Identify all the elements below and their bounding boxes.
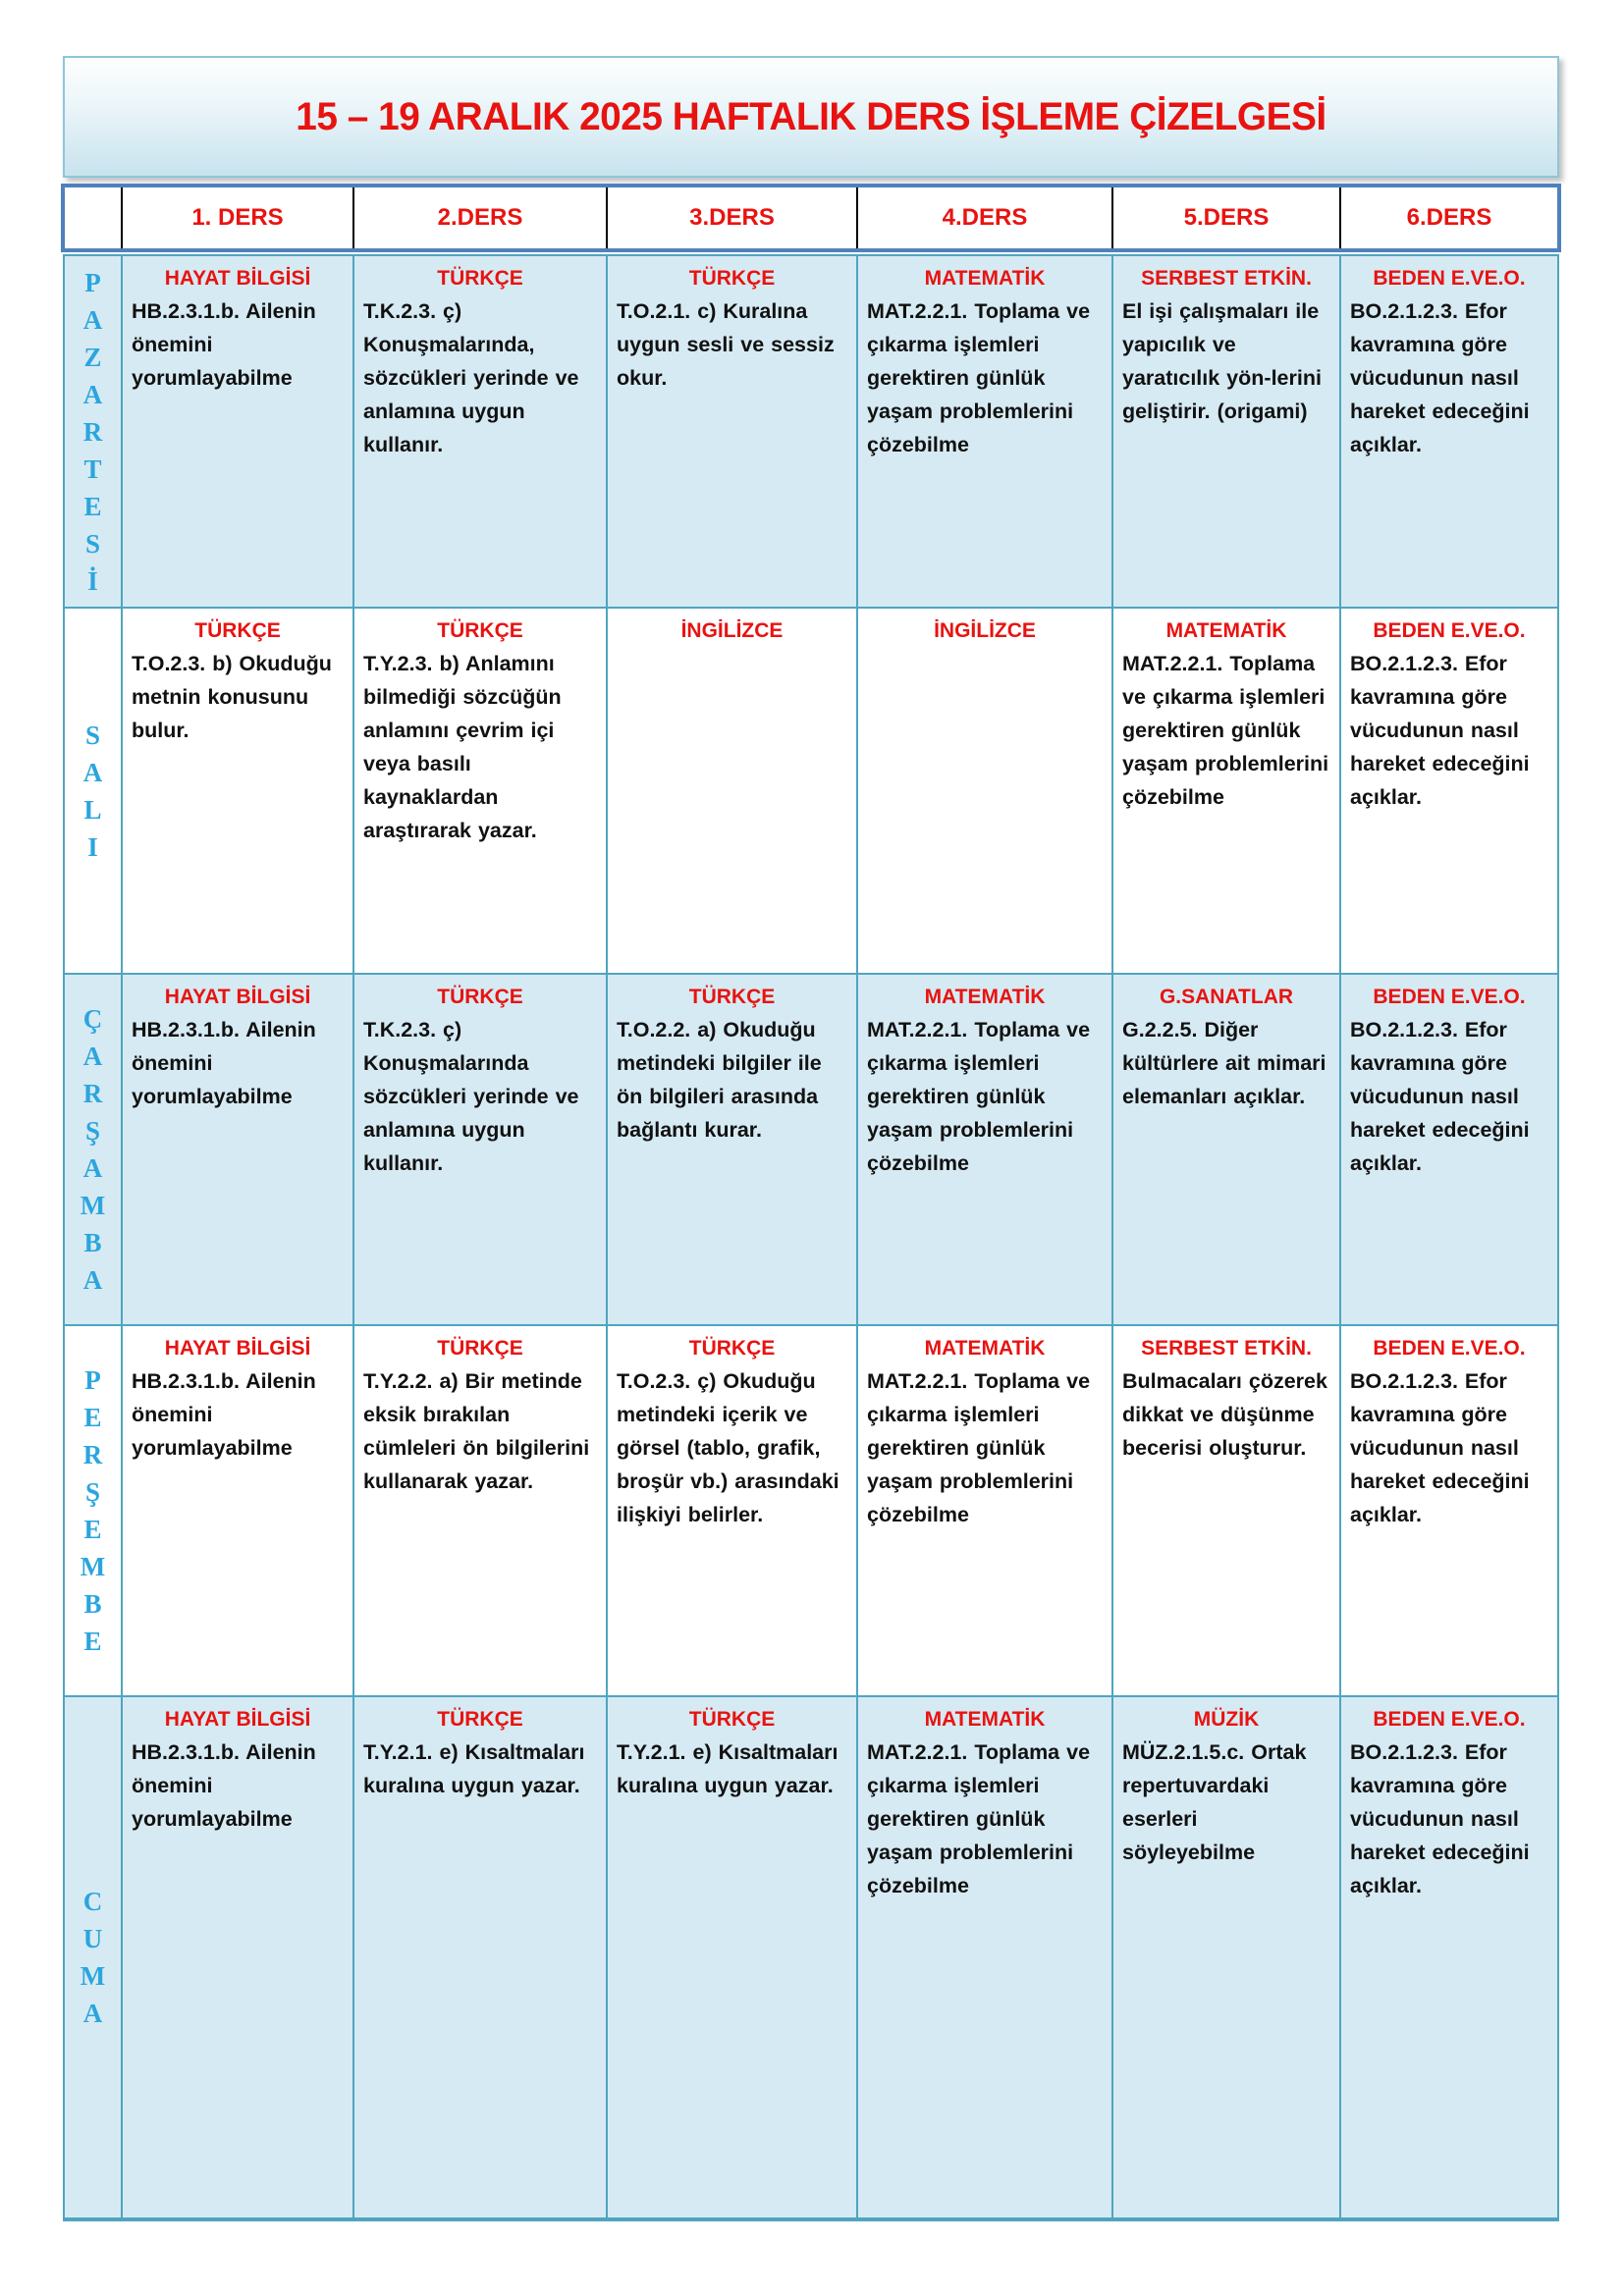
lesson-cell — [1111, 975, 1339, 1324]
day-letter: A — [82, 757, 103, 787]
lesson-cell — [1339, 1326, 1557, 1695]
day-letter: A — [82, 1999, 103, 2028]
lesson-subject: BEDEN E.VE.O. — [1373, 1708, 1526, 1731]
lesson-cell — [856, 975, 1111, 1324]
lesson-subject: MATEMATİK — [924, 986, 1046, 1008]
day-letter: S — [84, 528, 101, 559]
lesson-detail: T.Y.2.1. e) Kısaltmaları kuralına uygun yazar. — [617, 1740, 839, 1797]
day-letter: Z — [83, 342, 102, 372]
day-letter: T — [83, 454, 102, 484]
day-letter: I — [87, 831, 98, 862]
day-letter: M — [80, 1961, 106, 1991]
day-label — [65, 975, 121, 1324]
lesson-cell — [1339, 975, 1557, 1324]
day-letter: R — [82, 1079, 103, 1108]
day-letter: S — [84, 720, 101, 750]
day-letter: U — [82, 1924, 103, 1953]
day-letter: C — [82, 1887, 103, 1916]
header-corner-cell — [65, 187, 121, 248]
day-letter: Ç — [82, 1004, 103, 1034]
lesson-detail: BO.2.1.2.3. Efor kavramına göre vücudunun nasıl hareket edeceğini açıklar. — [1350, 1018, 1530, 1175]
lesson-detail: T.Y.2.3. b) Anlamını bilmediği sözcüğün anlamını çevrim içi veya basılı kaynaklardan araştırarak yazar. — [363, 652, 562, 842]
lesson-subject: HAYAT BİLGİSİ — [164, 267, 311, 290]
lesson-cell — [1339, 609, 1557, 973]
lesson-subject: TÜRKÇE — [437, 1708, 523, 1731]
lesson-subject: İNGİLİZCE — [680, 619, 784, 642]
day-letter: E — [83, 1515, 102, 1544]
day-letter: R — [82, 1440, 103, 1469]
page-title: 15 – 19 ARALIK 2025 HAFTALIK DERS İŞLEME ÇİZELGESİ — [296, 94, 1326, 138]
lesson-cell — [606, 1697, 856, 2217]
day-letter: R — [82, 416, 103, 447]
lesson-detail: MAT.2.2.1. Toplama ve çıkarma işlemleri gerektiren günlük yaşam problemlerini çözebilme — [867, 1369, 1091, 1526]
lesson-subject: TÜRKÇE — [688, 986, 776, 1008]
lesson-subject: HAYAT BİLGİSİ — [164, 1337, 311, 1360]
lesson-cell — [352, 256, 606, 607]
lesson-subject: TÜRKÇE — [688, 267, 776, 290]
day-row — [65, 256, 1557, 609]
lesson-subject: BEDEN E.VE.O. — [1373, 986, 1526, 1008]
day-letter: A — [82, 304, 103, 335]
header-lesson-4: 4.DERS — [856, 187, 1111, 248]
day-label — [65, 609, 121, 973]
lesson-detail: BO.2.1.2.3. Efor kavramına göre vücudunun nasıl hareket edeceğini açıklar. — [1350, 1740, 1530, 1897]
lesson-subject: SERBEST ETKİN. — [1141, 267, 1312, 290]
lesson-cell — [1111, 256, 1339, 607]
lesson-cell — [856, 1326, 1111, 1695]
lesson-subject: MATEMATİK — [924, 1708, 1046, 1731]
header-lesson-6: 6.DERS — [1339, 187, 1557, 248]
lesson-cell — [1111, 1697, 1339, 2217]
day-letter: P — [84, 1365, 101, 1395]
lesson-detail: BO.2.1.2.3. Efor kavramına göre vücudunun nasıl hareket edeceğini açıklar. — [1350, 652, 1530, 809]
lesson-detail: HB.2.3.1.b. Ailenin önemini yorumlayabilme — [132, 1018, 316, 1108]
lesson-subject: TÜRKÇE — [194, 619, 281, 642]
schedule-body — [63, 254, 1559, 2221]
lesson-detail: T.K.2.3. ç) Konuşmalarında, sözcükleri yerinde ve anlamına uygun kullanır. — [363, 299, 579, 456]
lesson-cell — [1339, 1697, 1557, 2217]
day-letter: M — [80, 1552, 106, 1581]
day-letter: A — [82, 1153, 103, 1183]
lesson-subject: İNGİLİZCE — [934, 619, 1036, 642]
lesson-detail: T.K.2.3. ç) Konuşmalarında sözcükleri yerinde ve anlamına uygun kullanır. — [363, 1018, 579, 1175]
lesson-cell — [1111, 609, 1339, 973]
lesson-subject: G.SANATLAR — [1159, 986, 1294, 1008]
lesson-detail: BO.2.1.2.3. Efor kavramına göre vücudunun nasıl hareket edeceğini açıklar. — [1350, 299, 1530, 456]
lesson-detail: G.2.2.5. Diğer kültürlere ait mimari elemanları açıklar. — [1122, 1018, 1326, 1108]
day-letter: L — [83, 794, 102, 825]
day-letter: A — [82, 1265, 103, 1295]
lesson-detail: T.Y.2.1. e) Kısaltmaları kuralına uygun yazar. — [363, 1740, 585, 1797]
lesson-subject: TÜRKÇE — [437, 986, 523, 1008]
lesson-detail: T.Y.2.2. a) Bir metinde eksik bırakılan cümleleri ön bilgilerini kullanarak yazar. — [363, 1369, 590, 1493]
lesson-cell — [121, 975, 352, 1324]
day-letter: A — [82, 379, 103, 409]
day-label — [65, 256, 121, 607]
lesson-cell — [352, 1326, 606, 1695]
lesson-cell — [121, 609, 352, 973]
lesson-subject: MATEMATİK — [1165, 619, 1287, 642]
lesson-detail: MAT.2.2.1. Toplama ve çıkarma işlemleri gerektiren günlük yaşam problemlerini çözebilme — [867, 1018, 1091, 1175]
lesson-cell — [352, 1697, 606, 2217]
lesson-subject: MATEMATİK — [924, 1337, 1046, 1360]
lesson-detail: HB.2.3.1.b. Ailenin önemini yorumlayabilme — [132, 299, 316, 390]
day-letter: B — [83, 1228, 102, 1257]
lesson-detail: BO.2.1.2.3. Efor kavramına göre vücudunun nasıl hareket edeceğini açıklar. — [1350, 1369, 1530, 1526]
lesson-cell — [856, 609, 1111, 973]
lesson-subject: MÜZİK — [1193, 1708, 1260, 1731]
lesson-subject: TÜRKÇE — [688, 1708, 776, 1731]
day-label — [65, 1697, 121, 2217]
day-letter: İ — [87, 565, 98, 596]
lesson-cell — [606, 975, 856, 1324]
lesson-cell — [856, 256, 1111, 607]
day-row — [65, 975, 1557, 1326]
lesson-subject: BEDEN E.VE.O. — [1373, 267, 1526, 290]
schedule-title-banner — [63, 56, 1559, 178]
day-label — [65, 1326, 121, 1695]
lesson-cell — [606, 256, 856, 607]
lesson-subject: HAYAT BİLGİSİ — [164, 1708, 311, 1731]
day-letter: E — [83, 1403, 102, 1432]
day-letter: B — [83, 1589, 102, 1619]
header-lesson-3: 3.DERS — [606, 187, 856, 248]
lesson-subject: TÜRKÇE — [437, 1337, 523, 1360]
lesson-subject: MATEMATİK — [924, 267, 1046, 290]
lesson-subject: SERBEST ETKİN. — [1141, 1337, 1312, 1360]
lesson-cell — [121, 1326, 352, 1695]
lesson-detail: Bulmacaları çözerek dikkat ve düşünme becerisi oluşturur. — [1122, 1369, 1327, 1460]
day-row — [65, 1697, 1557, 2217]
lesson-detail: T.O.2.2. a) Okuduğu metindeki bilgiler ile ön bilgileri arasında bağlantı kurar. — [617, 1018, 822, 1142]
lesson-cell — [121, 1697, 352, 2217]
day-letter: A — [82, 1041, 103, 1071]
lesson-header-row — [61, 184, 1561, 252]
lesson-cell — [606, 1326, 856, 1695]
lesson-cell — [1339, 256, 1557, 607]
header-lesson-2: 2.DERS — [352, 187, 606, 248]
lesson-cell — [1111, 1326, 1339, 1695]
lesson-cell — [606, 609, 856, 973]
day-letter: P — [84, 267, 101, 297]
day-letter: Ş — [84, 1477, 101, 1507]
day-row — [65, 1326, 1557, 1697]
lesson-detail: MAT.2.2.1. Toplama ve çıkarma işlemleri gerektiren günlük yaşam problemlerini çözebilme — [1122, 652, 1329, 809]
lesson-cell — [856, 1697, 1111, 2217]
lesson-detail: HB.2.3.1.b. Ailenin önemini yorumlayabilme — [132, 1369, 316, 1460]
lesson-detail: T.O.2.1. c) Kuralına uygun sesli ve sessiz okur. — [617, 299, 835, 390]
lesson-detail: MÜZ.2.1.5.c. Ortak repertuvardaki eserleri söyleyebilme — [1122, 1740, 1307, 1864]
lesson-subject: HAYAT BİLGİSİ — [164, 986, 311, 1008]
lesson-detail: HB.2.3.1.b. Ailenin önemini yorumlayabilme — [132, 1740, 316, 1831]
lesson-detail: T.O.2.3. b) Okuduğu metnin konusunu bulur. — [132, 652, 332, 742]
lesson-cell — [352, 609, 606, 973]
lesson-detail: MAT.2.2.1. Toplama ve çıkarma işlemleri gerektiren günlük yaşam problemlerini çözebilme — [867, 1740, 1091, 1897]
day-letter: Ş — [84, 1116, 101, 1146]
day-letter: E — [83, 491, 102, 521]
lesson-detail: MAT.2.2.1. Toplama ve çıkarma işlemleri gerektiren günlük yaşam problemlerini çözebilme — [867, 299, 1091, 456]
header-lesson-1: 1. DERS — [121, 187, 352, 248]
lesson-detail: T.O.2.3. ç) Okuduğu metindeki içerik ve görsel (tablo, grafik, broşür vb.) arasındaki ilişkiyi belirler. — [617, 1369, 839, 1526]
lesson-cell — [352, 975, 606, 1324]
lesson-subject: BEDEN E.VE.O. — [1373, 619, 1526, 642]
lesson-subject: BEDEN E.VE.O. — [1373, 1337, 1526, 1360]
day-letter: E — [83, 1627, 102, 1656]
lesson-subject: TÜRKÇE — [437, 267, 523, 290]
lesson-subject: TÜRKÇE — [688, 1337, 776, 1360]
header-lesson-5: 5.DERS — [1111, 187, 1339, 248]
lesson-cell — [121, 256, 352, 607]
day-row — [65, 609, 1557, 975]
lesson-subject: TÜRKÇE — [437, 619, 523, 642]
day-letter: M — [80, 1191, 106, 1220]
lesson-detail: El işi çalışmaları ile yapıcılık ve yaratıcılık yön-lerini geliştirir. (origami) — [1122, 299, 1322, 423]
